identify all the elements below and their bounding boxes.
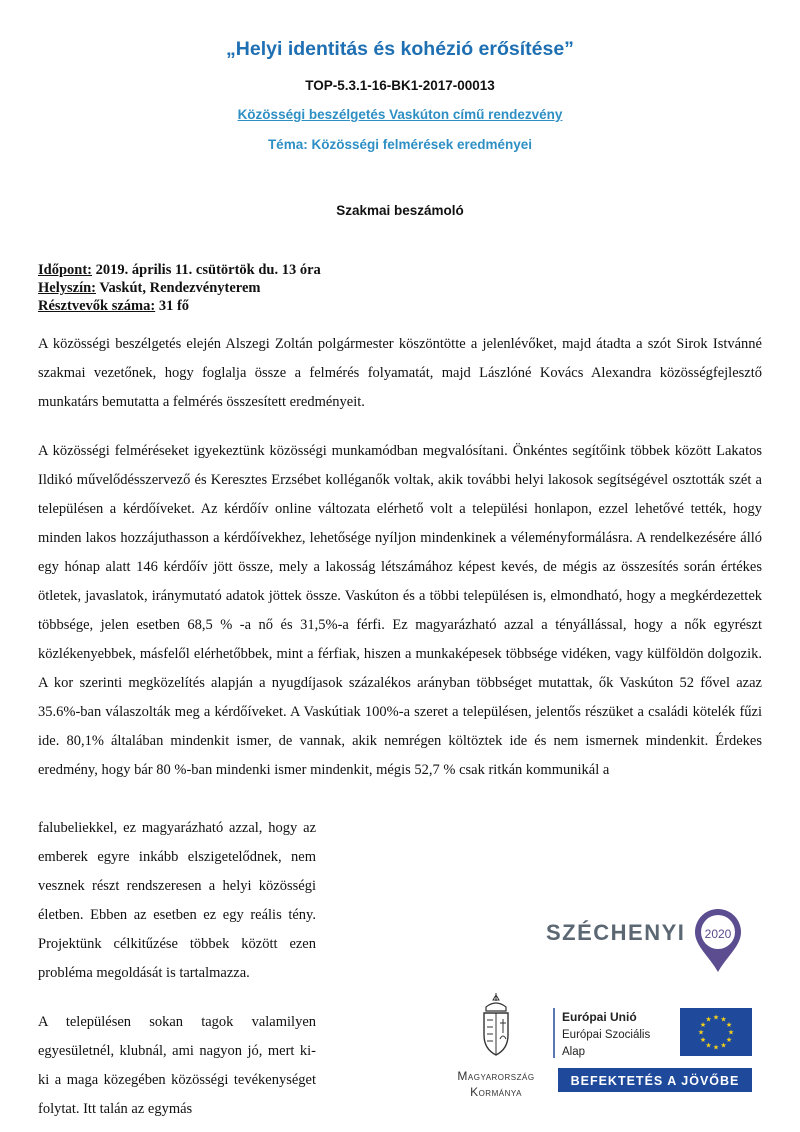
government-line-2: Kormánya <box>470 1085 522 1099</box>
eu-star-icon: ★ <box>699 1021 707 1029</box>
participants-row <box>38 297 758 315</box>
eu-title: Európai Unió <box>562 1010 637 1024</box>
eu-flag-icon <box>680 1008 752 1056</box>
place-value: Vaskút, Rendezvényterem <box>96 280 261 296</box>
funding-logos <box>338 825 800 1132</box>
paragraph-survey <box>38 437 762 785</box>
eu-star-icon: ★ <box>720 1015 727 1024</box>
eu-star-icon: ★ <box>705 1041 712 1050</box>
eu-star-icon: ★ <box>725 1021 733 1029</box>
government-line-1: Magyarország <box>457 1069 535 1083</box>
paragraph-survey-continued: falubeliekkel, ez magyarázható azzal, hogy az emberek egyre inkább elszigetelődnek, nem vesznek részt rendszeresen a helyi közösségi életben. Ebben az esetben ez egy reális tény. Projektünk célkitűzése többek között ezen probléma megoldását is tartalmazza. <box>38 820 316 981</box>
paragraph-intro: A közösségi beszélgetés elején Alszegi Zoltán polgármester köszöntötte a jelenlévőket, majd átadta a szót Sirok Istvánné szakmai vezetőnek, hogy foglalja össze a felmérés folyamatát, majd Lászlóné Kovács Alexandra közösségfejlesztő munkatárs bemutatta a felmérés összesített eredményeit. <box>38 336 762 410</box>
event-meta <box>38 261 758 315</box>
place-label: Helyszín: <box>38 280 96 296</box>
date-value: 2019. április 11. csütörtök du. 13 óra <box>92 262 321 278</box>
eu-star-icon: ★ <box>720 1041 727 1050</box>
szechenyi-2020-logo <box>546 909 741 972</box>
date-label: Időpont: <box>38 262 92 278</box>
event-name: Közösségi beszélgetés Vaskúton című rendezvény <box>237 107 563 122</box>
eu-logo <box>554 1008 752 1092</box>
funding-logo-panel <box>338 825 800 1132</box>
eu-fund-line-1: Európai Szociális <box>562 1029 651 1041</box>
eu-star-icon: ★ <box>712 1043 720 1052</box>
szechenyi-word: SZÉCHENYI <box>546 920 686 945</box>
eu-star-icon: ★ <box>712 1013 720 1022</box>
eu-star-icon: ★ <box>705 1015 712 1024</box>
eu-fund-line-2: Alap <box>562 1046 586 1058</box>
paragraph-survey-text: A közösségi felméréseket igyekeztünk közösségi munkamódban megvalósítani. Önkéntes segítőink többek között Lakatos Ildikó művelődésszervező és Keresztes Erzsébet kolléganők voltak, akik további helyi lakosok segítségével osztották szét a településen a kérdőíveket. Az kérdőív online változata elérhető volt a települési honlapon, ezzel lehetővé tették, hogy minden lakos hozzájuthasson a kérdőívekhez, lehetősége nyíljon mindenkinek a véleményformálásra. A rendelkezésére álló egy hónap alatt 146 kérdőív jött össze, mely a lakosság létszámához képest kevés, de mégis az összesítés során értékes ötletek, javaslatok, iránymutató adatok jöttek össze. Vaskúton és a többi településen is, elmondható, hogy a megkérdezettek többsége, jelen esetben 68,5 % -a nő és 31,5%-a férfi. Ez magyarázható azzal a tényállással, hogy a nők egyrészt közlékenyebbek, másfelől elérhetőbbek, mint a férfiak, hiszen a munkaképesek többsége vidéken, vagy külföldön dolgozik. A kor szerinti megközelítés alapján a nyugdíjasok százalékos arányban többséget mutattak, ők Vaskúton 52 fővel azaz 35.6%-ban válaszolták meg a kérdőíveket. A Vaskútiak 100%-a szeret a településen, jelentős részüket a családi kötelék fűzi ide. 80,1% általában mindenkit ismer, de vannak, akik nemrégen költöztek ide és nem ismernek mindenkit. Érdekes eredmény, hogy bár 80 %-ban mindenki ismer mindenkit, mégis 52,7 % csak ritkán kommunikál a <box>38 443 762 778</box>
eu-star-icon: ★ <box>725 1036 733 1044</box>
date-row <box>38 261 758 279</box>
participants-label: Résztvevők száma: <box>38 298 156 314</box>
eu-star-icon: ★ <box>727 1028 735 1037</box>
paragraph-associations: A településen sokan tagok valamilyen egyesületnél, klubnál, ami nagyon jó, mert ki-ki a maga közegében közösségi tevékenységet folytat. Itt talán az egymás <box>38 1014 316 1117</box>
project-code: TOP-5.3.1-16-BK1-2017-00013 <box>305 78 495 93</box>
pin-icon <box>695 909 741 972</box>
eu-star-icon: ★ <box>697 1028 705 1037</box>
event-theme: Téma: Közösségi felmérések eredményei <box>267 137 533 152</box>
eu-slogan: BEFEKTETÉS A JÖVŐBE <box>570 1074 740 1088</box>
szechenyi-year: 2020 <box>704 927 732 941</box>
place-row <box>38 279 758 297</box>
coat-of-arms-icon <box>484 993 508 1055</box>
participants-value: 31 fő <box>155 298 190 314</box>
eu-star-icon: ★ <box>699 1036 707 1044</box>
document-title: „Helyi identitás és kohézió erősítése” <box>226 38 574 60</box>
report-title: Szakmai beszámoló <box>336 203 464 218</box>
